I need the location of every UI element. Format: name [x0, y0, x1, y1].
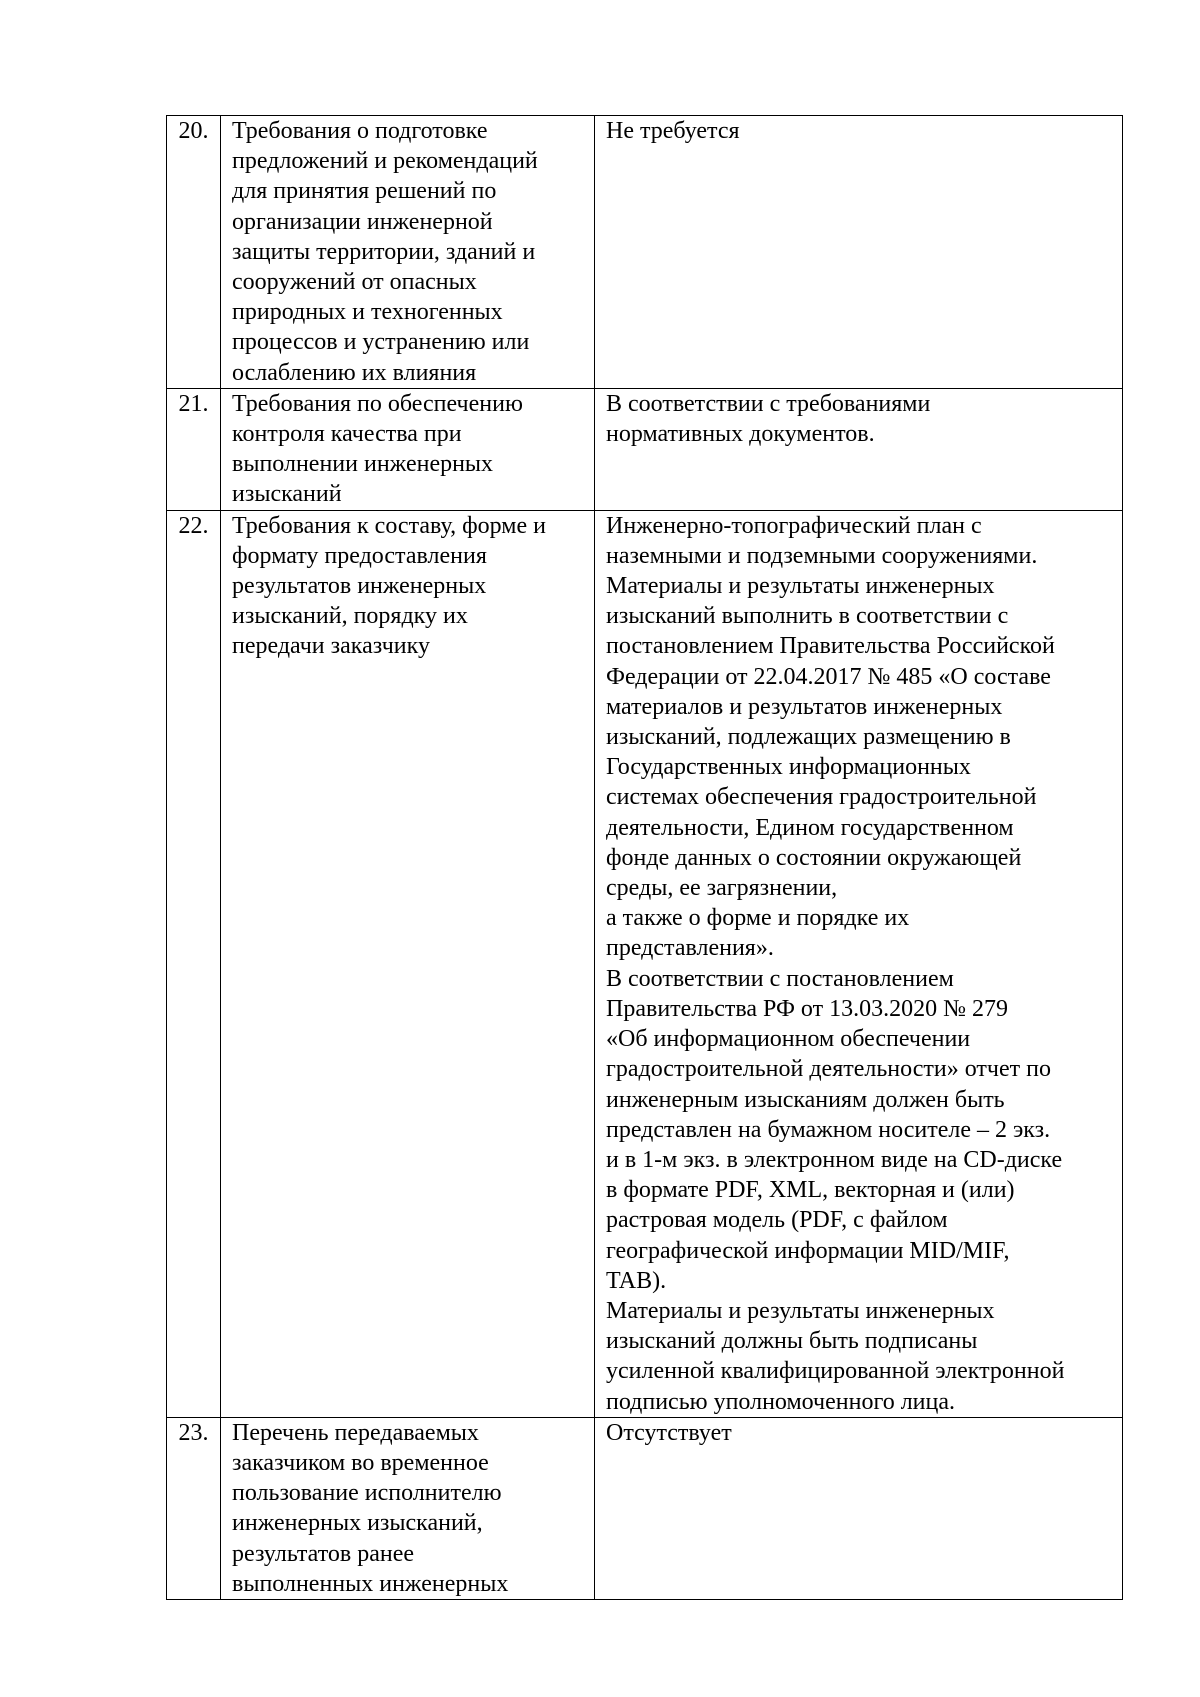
requirement-value-line: В соответствии с постановлением — [606, 965, 954, 992]
requirement-value-line: в формате PDF, XML, векторная и (или) — [606, 1177, 1015, 1204]
requirement-name-line: выполненных инженерных — [232, 1570, 509, 1597]
requirement-value-line: Правительства РФ от 13.03.2020 № 279 — [606, 995, 1008, 1022]
requirement-value-line: изысканий, подлежащих размещению в — [606, 724, 1011, 751]
requirement-name-line: пользование исполнителю — [232, 1480, 502, 1507]
requirement-name-line: выполнении инженерных — [232, 451, 494, 478]
requirement-name-line: заказчиком во временное — [232, 1449, 489, 1476]
requirement-name-line: результатов инженерных — [232, 573, 487, 600]
requirement-name-line: для принятия решений по — [232, 178, 497, 205]
requirement-name — [221, 388, 595, 510]
requirement-name-line: формату предоставления — [232, 542, 487, 569]
requirement-value-line: TAB). — [606, 1267, 667, 1294]
requirement-value-line: материалов и результатов инженерных — [606, 693, 1003, 720]
requirement-name-line: Требования о подготовке — [232, 118, 488, 144]
requirement-value-line: постановлением Правительства Российской — [606, 633, 1055, 660]
requirement-value-line: деятельности, Едином государственном — [606, 814, 1014, 841]
requirement-value-line: Инженерно-топографический план с — [606, 512, 982, 539]
requirement-name — [221, 1417, 595, 1599]
requirement-value-line: системах обеспечения градостроительной — [606, 784, 1037, 811]
requirement-value — [595, 1417, 1123, 1599]
requirement-value-line: представления». — [606, 935, 774, 962]
requirement-name-line: результатов ранее — [232, 1540, 414, 1567]
requirement-name-line: Требования к составу, форме и — [232, 512, 546, 539]
requirement-value-line: В соответствии с требованиями — [606, 390, 931, 417]
requirement-name-line: природных и техногенных — [232, 299, 503, 326]
requirement-value — [595, 116, 1123, 389]
table-row — [167, 510, 1123, 1417]
requirements-table-body — [167, 116, 1123, 1600]
row-number: 20. — [167, 116, 221, 389]
requirement-value-line: градостроительной деятельности» отчет по — [606, 1056, 1051, 1083]
requirement-name — [221, 510, 595, 1417]
requirement-value — [595, 510, 1123, 1417]
requirement-name-line: защиты территории, зданий и — [232, 238, 536, 265]
requirement-value-line: нормативных документов. — [606, 421, 875, 448]
requirement-name-line: организации инженерной — [232, 208, 493, 235]
requirement-value-line: Материалы и результаты инженерных — [606, 573, 995, 600]
requirement-name-line: инженерных изысканий, — [232, 1510, 483, 1537]
requirement-value-line: растровая модель (PDF, с файлом — [606, 1207, 948, 1234]
requirement-value-line: усиленной квалифицированной электронной — [606, 1358, 1065, 1385]
requirement-name-line: предложений и рекомендаций — [232, 148, 538, 175]
requirement-value-line: географической информации MID/MIF, — [606, 1237, 1010, 1264]
table-row — [167, 116, 1123, 389]
requirement-value-line: подписью уполномоченного лица. — [606, 1388, 956, 1415]
requirement-value-line: изысканий выполнить в соответствии с — [606, 603, 1009, 630]
row-number: 23. — [167, 1417, 221, 1599]
requirement-value-line: фонде данных о состоянии окружающей — [606, 844, 1022, 871]
requirement-name — [221, 116, 595, 389]
requirement-value-line: Материалы и результаты инженерных — [606, 1297, 995, 1324]
requirement-value-line: Федерации от 22.04.2017 № 485 «О составе — [606, 663, 1051, 690]
requirement-name-line: контроля качества при — [232, 421, 462, 448]
table-row — [167, 388, 1123, 510]
requirement-value-line: представлен на бумажном носителе – 2 экз. — [606, 1116, 1051, 1143]
requirement-value-line: изысканий должны быть подписаны — [606, 1328, 978, 1355]
requirement-value-line: Государственных информационных — [606, 754, 971, 781]
requirement-value-line: «Об информационном обеспечении — [606, 1026, 971, 1053]
requirements-table — [166, 115, 1123, 1600]
requirement-name-line: Требования по обеспечению — [232, 390, 523, 417]
requirement-name-line: изысканий, порядку их — [232, 603, 468, 630]
table-row — [167, 1417, 1123, 1599]
requirement-value — [595, 388, 1123, 510]
requirement-name-line: процессов и устранению или — [232, 329, 530, 356]
requirement-name-line: сооружений от опасных — [232, 269, 477, 296]
row-number: 22. — [167, 510, 221, 1417]
requirement-name-line: ослаблению их влияния — [232, 359, 477, 386]
requirement-value-line: среды, ее загрязнении, — [606, 875, 838, 902]
requirement-name-line: Перечень передаваемых — [232, 1419, 479, 1446]
requirement-value-line: инженерным изысканиям должен быть — [606, 1086, 1005, 1113]
requirement-name-line: изысканий — [232, 481, 342, 508]
requirement-value-line: а также о форме и порядке их — [606, 905, 910, 932]
requirement-name-line: передачи заказчику — [232, 633, 430, 660]
requirement-value-line: наземными и подземными сооружениями. — [606, 542, 1038, 569]
requirement-value-line: Отсутствует — [606, 1419, 732, 1446]
requirement-value-line: Не требуется — [606, 118, 740, 144]
row-number: 21. — [167, 388, 221, 510]
requirement-value-line: и в 1-м экз. в электронном виде на CD-диске — [606, 1146, 1063, 1173]
